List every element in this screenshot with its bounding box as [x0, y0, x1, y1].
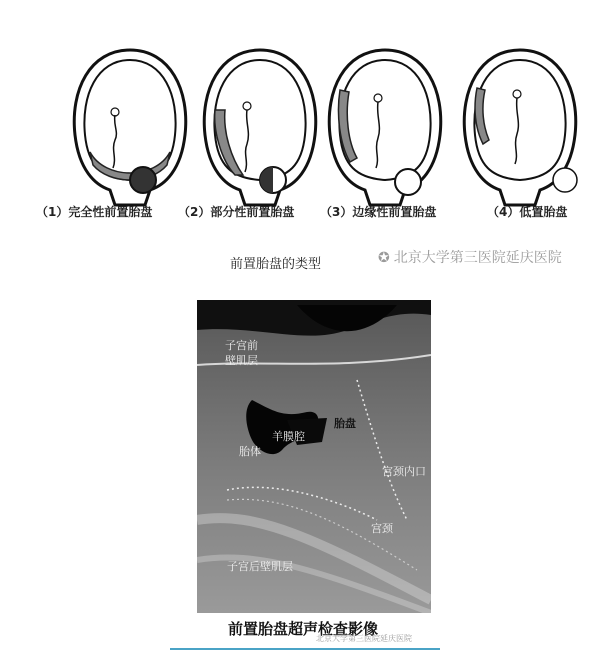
- caption-low-lying-placenta: （4）低置胎盘: [487, 205, 568, 219]
- diagram-low-lying-placenta: [445, 40, 595, 230]
- top-figure-title: 前置胎盘的类型: [230, 257, 322, 272]
- top-watermark: [378, 247, 562, 267]
- label-internal-os: 宫颈内口: [382, 465, 426, 478]
- label-cervix: 宫颈: [371, 522, 393, 535]
- ultrasound-image: [197, 300, 431, 613]
- label-placenta: 胎盘: [334, 417, 356, 430]
- label-fetus: 胎体: [239, 445, 261, 458]
- placenta-types-figure: [0, 0, 600, 300]
- label-anterior-wall-line2: 壁肌层: [225, 354, 258, 367]
- caption-partial-previa: （2）部分性前置胎盘: [178, 205, 295, 219]
- watermark-logo-icon: ✪: [378, 250, 390, 266]
- diagram-marginal-previa: [310, 40, 460, 230]
- label-amniotic-cavity: 羊膜腔: [272, 430, 305, 443]
- bottom-divider: [170, 648, 440, 650]
- ultrasound-title: 前置胎盘超声检查影像: [228, 620, 379, 638]
- diagram-complete-previa: [55, 40, 205, 230]
- label-posterior-wall: 子宫后壁肌层: [227, 560, 293, 573]
- caption-complete-previa: （1）完全性前置胎盘: [36, 205, 153, 219]
- caption-marginal-previa: （3）边缘性前置胎盘: [320, 205, 437, 219]
- top-watermark-text: 北京大学第三医院延庆医院: [393, 250, 562, 266]
- label-anterior-wall-line1: 子宫前: [225, 339, 258, 352]
- bottom-watermark: 北京大学第三医院延庆医院: [316, 634, 412, 643]
